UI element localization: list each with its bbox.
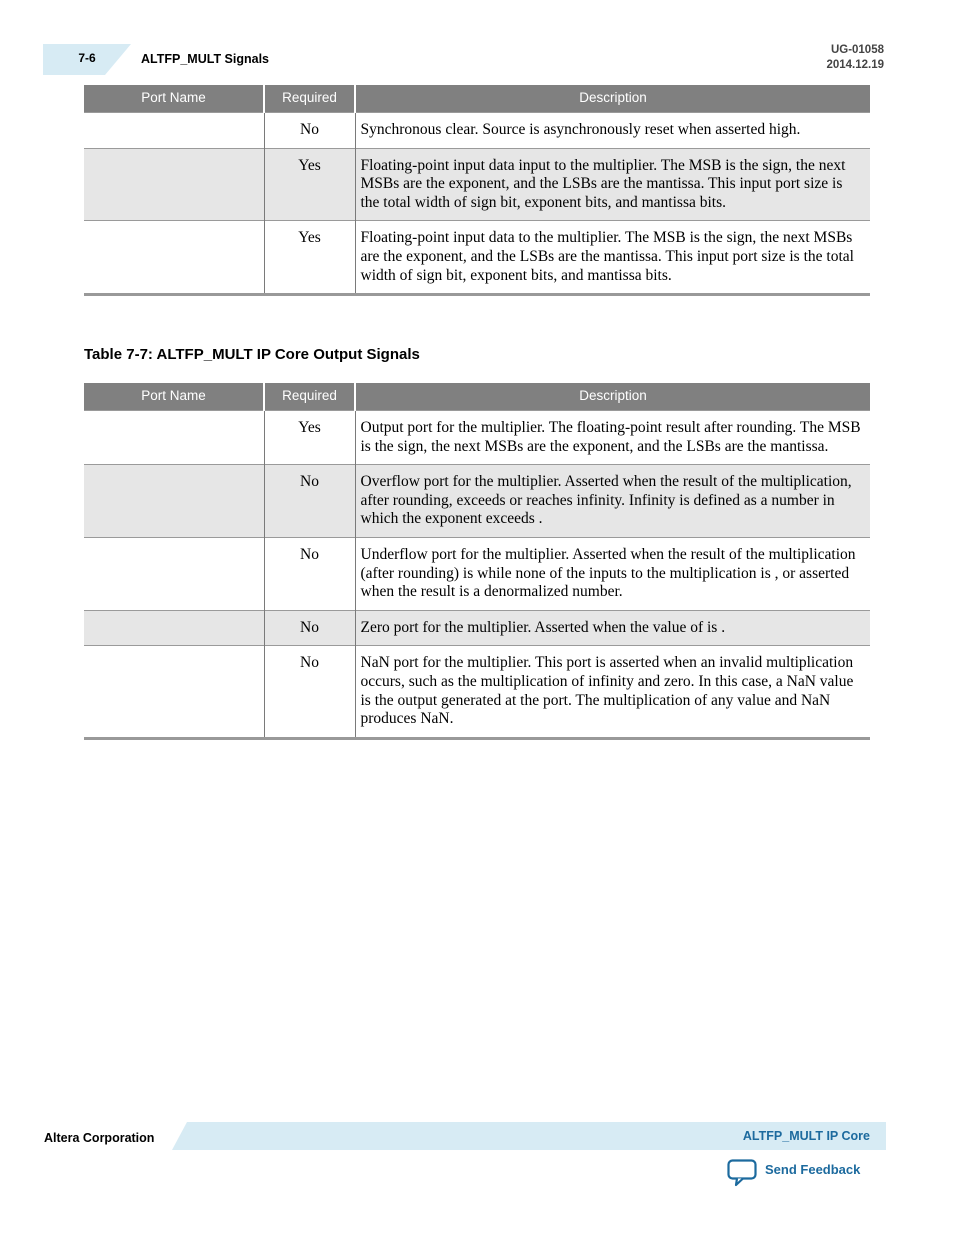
required-cell: Yes — [264, 148, 355, 221]
required-cell: No — [264, 646, 355, 738]
column-header-description: Description — [355, 85, 870, 113]
table-row — [84, 537, 870, 610]
description-cell: Underflow port for the multiplier. Asserted when the result of the multiplication (after rounding) is while none of the inputs to the multiplication is , or asserted when the result is a denormalized number. — [355, 537, 870, 610]
port-name-cell — [84, 537, 264, 610]
port-name-cell — [84, 610, 264, 646]
required-cell: Yes — [264, 411, 355, 465]
table-row — [84, 411, 870, 465]
description-cell: Output port for the multiplier. The floating-point result after rounding. The MSB is the sign, the next MSBs are the exponent, and the LSBs are the mantissa. — [355, 411, 870, 465]
footer-doc-title[interactable]: ALTFP_MULT IP Core — [742, 1129, 870, 1143]
column-header-port-name: Port Name — [84, 85, 264, 113]
send-feedback-link[interactable]: Send Feedback — [765, 1162, 861, 1177]
description-cell: Synchronous clear. Source is asynchronously reset when asserted high. — [355, 113, 870, 149]
doc-id: UG-01058 — [830, 44, 884, 56]
footer-company: Altera Corporation — [44, 1131, 155, 1145]
page-number: 7-6 — [78, 51, 96, 65]
required-cell: Yes — [264, 221, 355, 295]
table-caption: Table 7-7: ALTFP_MULT IP Core Output Signals — [84, 346, 420, 363]
description-cell: NaN port for the multiplier. This port is asserted when an invalid multiplication occurs, such as the multiplication of infinity and zero. In this case, a NaN value is the output generated at the port. The multiplication of any value and NaN produces NaN. — [355, 646, 870, 738]
doc-date: 2014.12.19 — [826, 59, 884, 71]
output-signals-table — [84, 383, 870, 740]
doc-identifier — [826, 43, 884, 73]
column-header-port-name: Port Name — [84, 383, 264, 411]
table-row — [84, 646, 870, 738]
port-name-cell — [84, 148, 264, 221]
port-name-cell — [84, 221, 264, 295]
column-header-description: Description — [355, 383, 870, 411]
port-name-cell — [84, 113, 264, 149]
description-cell: Overflow port for the multiplier. Asserted when the result of the multiplication, after rounding, exceeds or reaches infinity. Infinity is defined as a number in which the exponent exceeds . — [355, 465, 870, 538]
section-title: ALTFP_MULT Signals — [141, 52, 270, 66]
table-row — [84, 148, 870, 221]
required-cell: No — [264, 113, 355, 149]
speech-bubble-icon[interactable] — [727, 1159, 757, 1192]
table-row — [84, 610, 870, 646]
column-header-required: Required — [264, 383, 355, 411]
port-name-cell — [84, 465, 264, 538]
description-cell: Floating-point input data to the multiplier. The MSB is the sign, the next MSBs are the exponent, and the LSBs are the mantissa. This input port size is the total width of sign bit, exponent bits, and mantissa bits. — [355, 221, 870, 295]
port-name-cell — [84, 646, 264, 738]
table-row — [84, 113, 870, 149]
column-header-required: Required — [264, 85, 355, 113]
required-cell: No — [264, 610, 355, 646]
port-name-cell — [84, 411, 264, 465]
required-cell: No — [264, 537, 355, 610]
table-row — [84, 465, 870, 538]
required-cell: No — [264, 465, 355, 538]
description-cell: Floating-point input data input to the multiplier. The MSB is the sign, the next MSBs are the exponent, and the LSBs are the mantissa. This input port size is the total width of sign bit, exponent bits, and mantissa bits. — [355, 148, 870, 221]
footer-band-slant — [172, 1122, 187, 1150]
table-header-row — [84, 85, 870, 113]
input-signals-table — [84, 85, 870, 296]
description-cell: Zero port for the multiplier. Asserted when the value of is . — [355, 610, 870, 646]
table-row — [84, 221, 870, 295]
table-header-row — [84, 383, 870, 411]
